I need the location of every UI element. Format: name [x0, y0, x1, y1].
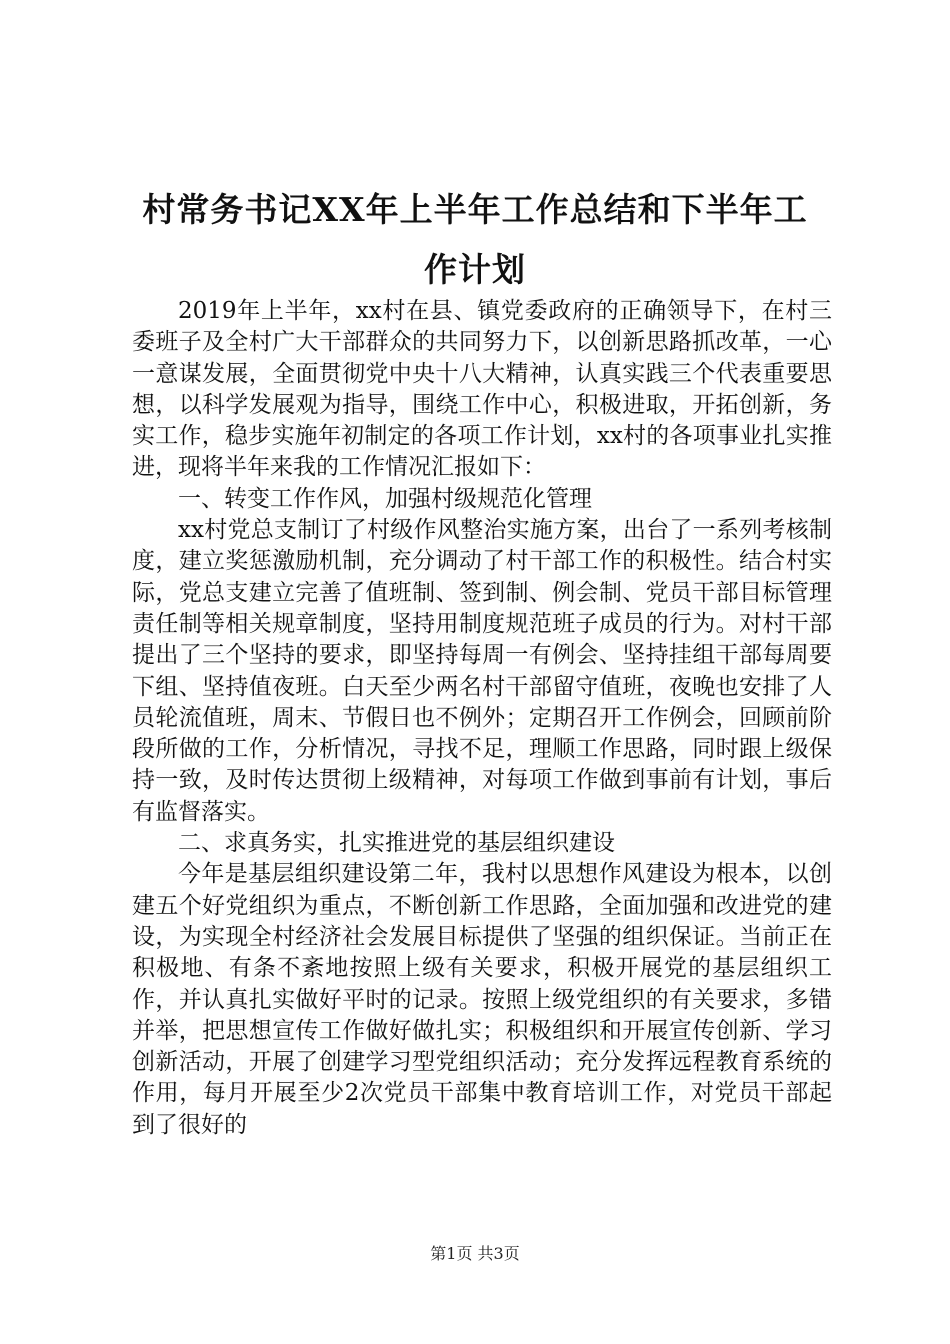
- section-heading-1: 一、转变工作作风，加强村级规范化管理: [178, 485, 592, 512]
- title-line-2: 作计划: [424, 250, 526, 290]
- title-line-1: 村常务书记XX年上半年工作总结和下半年工: [142, 190, 808, 230]
- paragraph-section-2: 今年是基层组织建设第二年，我村以思想作风建设为根本，以创建五个好党组织为重点，不断创新工作思路，全面加强和改进党的建设，为实现全村经济社会发展目标提供了坚强的组织保证。当前正在积极地、有条不紊地按照上级有关要求，积极开展党的基层组织工作，并认真扎实做好平时的记录。按照上级党组织的有关要求，多错并举，把思想宣传工作做好做扎实；积极组织和开展宣传创新、学习创新活动，开展了创建学习型党组织活动；充分发挥远程教育系统的作用，每月开展至少2次党员干部集中教育培训工作，对党员干部起到了很好的: [132, 861, 832, 1138]
- document-body: [132, 296, 832, 1141]
- section-heading-2: 二、求真务实，扎实推进党的基层组织建设: [178, 830, 615, 857]
- document-title: [0, 180, 950, 300]
- paragraph-intro: 2019年上半年，xx村在县、镇党委政府的正确领导下，在村三委班子及全村广大干部群众的共同努力下，以创新思路抓改革，一心一意谋发展，全面贯彻党中央十八大精神，认真实践三个代表重要思想，以科学发展观为指导，围绕工作中心，积极进取，开拓创新，务实工作，稳步实施年初制定的各项工作计划，xx村的各项事业扎实推进，现将半年来我的工作情况汇报如下：: [132, 298, 832, 481]
- paragraph-section-1: xx村党总支制订了村级作风整治实施方案，出台了一系列考核制度，建立奖惩激励机制，充分调动了村干部工作的积极性。结合村实际，党总支建立完善了值班制、签到制、例会制、党员干部目标管理责任制等相关规章制度，坚持用制度规范班子成员的行为。对村干部提出了三个坚持的要求，即坚持每周一有例会、坚持挂组干部每周要下组、坚持值夜班。白天至少两名村干部留守值班，夜晚也安排了人员轮流值班，周末、节假日也不例外；定期召开工作例会，回顾前阶段所做的工作，分析情况，寻找不足，理顺工作思路，同时跟上级保持一致，及时传达贯彻上级精神，对每项工作做到事前有计划，事后有监督落实。: [132, 517, 832, 825]
- page-footer: 第1页 共3页: [430, 1244, 520, 1263]
